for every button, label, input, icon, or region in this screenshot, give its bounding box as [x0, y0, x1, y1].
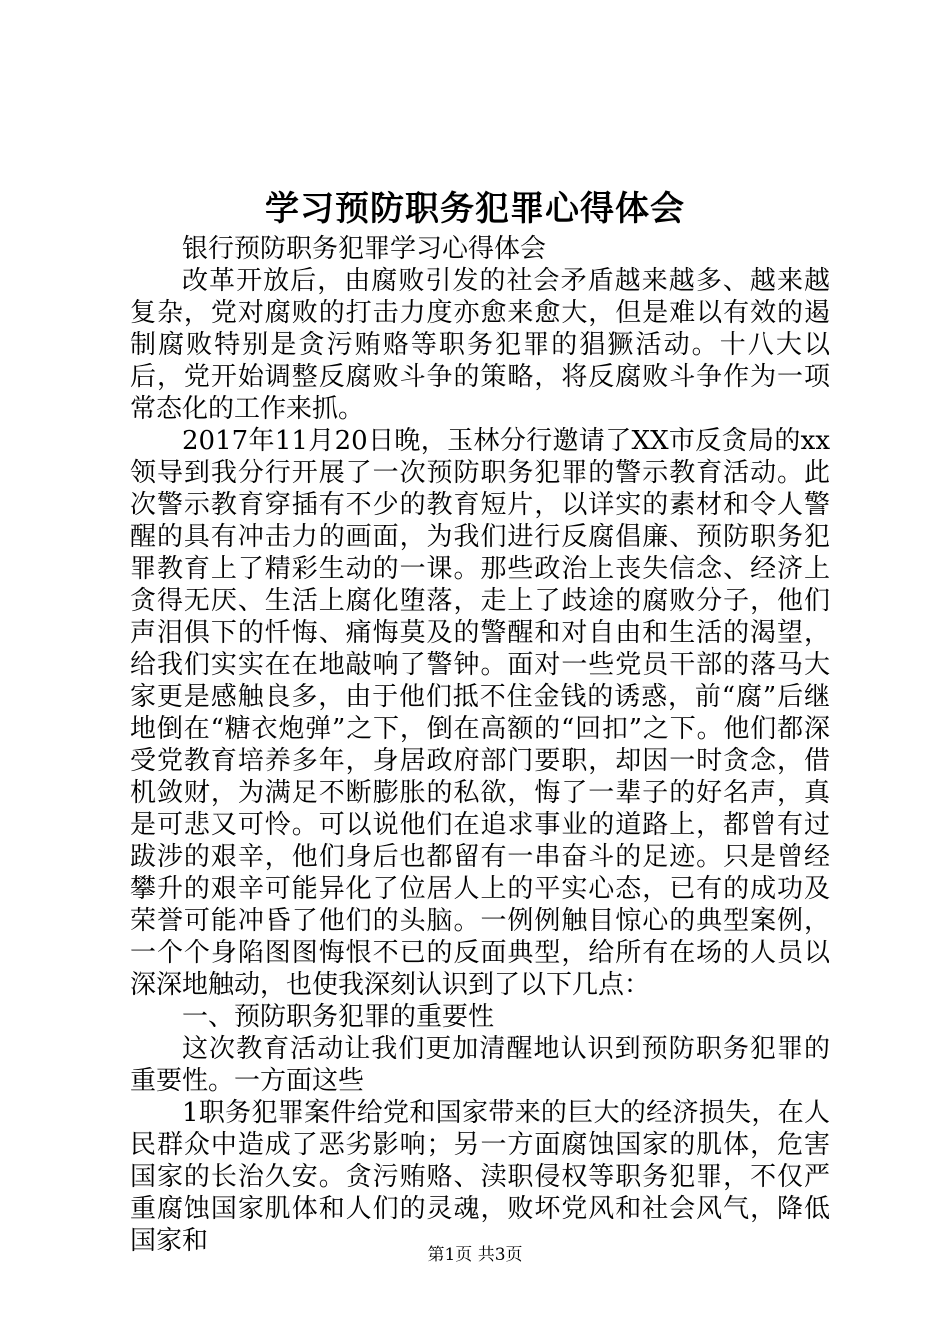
section-heading: 一、预防职务犯罪的重要性: [182, 1002, 495, 1032]
subtitle-paragraph: 银行预防职务犯罪学习心得体会: [182, 234, 547, 264]
page-footer: 第1页 共3页: [427, 1245, 523, 1265]
body-paragraph: 这次教育活动让我们更加清醒地认识到预防职务犯罪的重要性。一方面这些: [130, 1034, 830, 1096]
body-paragraph: 2017年11月20日晚，玉林分行邀请了XX市反贪局的xx领导到我分行开展了一次预防职务犯罪的警示教育活动。此次警示教育穿插有不少的教育短片，以详实的素材和令人警醒的具有冲击力的画面，为我们进行反腐倡廉、预防职务犯罪教育上了精彩生动的一课。那些政治上丧失信念、经济上贪得无厌、生活上腐化堕落，走上了歧途的腐败分子，他们声泪俱下的忏悔、痛悔莫及的警醒和对自由和生活的渴望，给我们实实在在地敲响了警钟。面对一些党员干部的落马大家更是感触良多，由于他们抵不住金钱的诱惑，前“腐”后继地倒在“糖衣炮弹”之下，倒在高额的“回扣”之下。他们都深受党教育培养多年，身居政府部门要职，却因一时贪念，借机敛财，为满足不断膨胀的私欲，悔了一辈子的好名声，真是可悲又可怜。可以说他们在追求事业的道路上，都曾有过跋涉的艰辛，他们身后也都留有一串奋斗的足迹。只是曾经攀升的艰辛可能异化了位居人上的平实心态，已有的成功及荣誉可能冲昏了他们的头脑。一例例触目惊心的典型案例，一个个身陷图图悔恨不已的反面典型，给所有在场的人员以深深地触动，也使我深刻认识到了以下几点：: [130, 426, 830, 1000]
body-paragraph: 改革开放后，由腐败引发的社会矛盾越来越多、越来越复杂，党对腐败的打击力度亦愈来愈大，但是难以有效的遏制腐败特别是贪污贿赂等职务犯罪的猖獗活动。十八大以后，党开始调整反腐败斗争的策略，将反腐败斗争作为一项常态化的工作来抓。: [130, 266, 830, 424]
document-body: [130, 233, 830, 1257]
document-title: 学习预防职务犯罪心得体会: [265, 189, 685, 229]
body-paragraph: 1职务犯罪案件给党和国家带来的巨大的经济损失，在人民群众中造成了恶劣影响；另一方面腐蚀国家的肌体，危害国家的长治久安。贪污贿赂、渎职侵权等职务犯罪，不仅严重腐蚀国家肌体和人们的灵魂，败坏党风和社会风气，降低国家和: [130, 1098, 830, 1256]
